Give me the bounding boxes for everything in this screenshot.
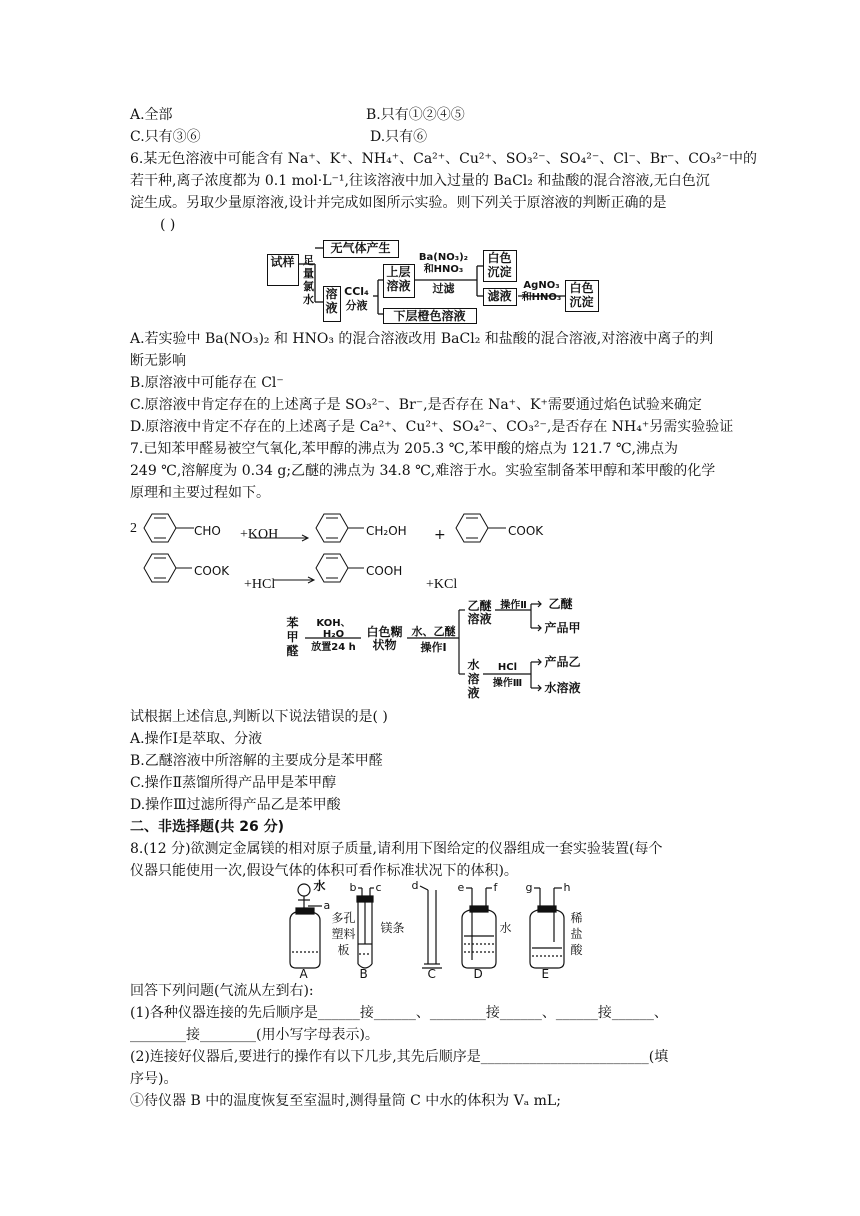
hcl-label: HCl [497, 662, 518, 673]
q7-option-b: B.乙醚溶液中所溶解的主要成分是苯甲醛 [130, 753, 383, 769]
q6-option-d: D.原溶液中肯定不存在的上述离子是 Ca²⁺、Cu²⁺、SO₄²⁻、CO₃²⁻,是否存在 NH₄⁺另需实验验证 [130, 419, 734, 435]
port-e: e [457, 881, 465, 894]
q7-reaction-equations [130, 504, 735, 600]
q8-part2-line1: (2)连接好仪器后,要进行的操作有以下几步,其先后顺序是________________________(填 [130, 1049, 669, 1065]
q8-part1-line2: ________接________(用小写字母表示)。 [130, 1027, 379, 1043]
water-label-d: 水 [499, 921, 512, 935]
q6-option-c: C.原溶液中肯定存在的上述离子是 SO₃²⁻、Br⁻,是否存在 Na⁺、K⁺需要通过焰色试验来确定 [130, 397, 702, 413]
q5-option-b: B.只有①②④⑤ [366, 107, 465, 123]
q8-line2: 仪器只能使用一次,假设气体的体积可看作标准状况下的体积)。 [130, 863, 518, 879]
q8-step1: ①待仪器 B 中的温度恢复至室温时,测得量筒 C 中水的体积为 Vₐ mL; [130, 1093, 561, 1109]
aqueous-solution-label: 水溶液 [544, 681, 581, 695]
white-precipitate-box-2: 白色沉淀 [565, 280, 599, 312]
reagent-ba-label: Ba(NO₃)₂和HNO₃ [418, 252, 469, 275]
hcl-acid-label: 稀盐酸 [570, 911, 583, 957]
q8-intro: 回答下列问题(气流从左到右): [130, 983, 314, 999]
separate-label: 分液 [345, 299, 368, 312]
lower-layer-box: 下层橙色溶液 [383, 308, 477, 324]
label-c: C [427, 967, 436, 981]
port-c: c [375, 881, 382, 894]
q7-ask: 试根据上述信息,判断以下说法错误的是( ) [130, 709, 388, 725]
condition-bottom-label: 放置24 h [311, 642, 356, 653]
eq2-tail: +KCl [426, 577, 458, 592]
eq2-reagent: +HCl [244, 577, 276, 592]
q8-line1: 8.(12 分)欲测定金属镁的相对原子质量,请利用下图给定的仪器组成一套实验装置(每个 [130, 841, 663, 857]
q6-flow-diagram [263, 236, 603, 328]
label-e: E [541, 967, 550, 981]
reagent-ag-label: AgNO₃和HNO₃ [521, 280, 562, 303]
q6-option-b: B.原溶液中可能存在 Cl⁻ [130, 375, 284, 391]
porous-plate-label: 多孔塑料板 [331, 911, 356, 957]
eq2-reactant-group: COOK [194, 564, 230, 578]
op1-bottom-label: 操作Ⅰ [420, 641, 447, 654]
white-paste-label: 白色糊状物 [366, 625, 403, 652]
eq2-product-group: COOH [366, 564, 403, 578]
ether-product-label: 乙醚 [548, 597, 573, 611]
q8-part2-line2: 序号)。 [130, 1071, 178, 1087]
apparatus-drawing [278, 879, 588, 980]
section-heading: 二、非选择题(共 26 分) [130, 819, 285, 835]
eq1-plus: + [434, 527, 446, 543]
condition-top-label: KOH、H₂O [316, 618, 351, 640]
op1-top-label: 水、乙醚 [411, 625, 456, 638]
q6-option-a-line1: A.若实验中 Ba(NO₃)₂ 和 HNO₃ 的混合溶液改用 BaCl₂ 和盐酸的混合溶液,对溶液中离子的判 [130, 331, 714, 347]
q6-stem-line1: 6.某无色溶液中可能含有 Na⁺、K⁺、NH₄⁺、Ca²⁺、Cu²⁺、SO₃²⁻、SO₄²⁻、Cl⁻、Br⁻、CO₃²⁻中的 [130, 151, 758, 167]
eq1-coefficient: 2 [130, 521, 137, 536]
filter-label: 过滤 [432, 282, 455, 295]
label-a: A [299, 967, 308, 981]
port-b: b [349, 881, 357, 894]
q8-apparatus [278, 879, 588, 981]
label-b: B [359, 967, 368, 981]
port-f: f [493, 881, 498, 894]
q6-stem-line2: 若干种,离子浓度都为 0.1 mol·L⁻¹,往该溶液中加入过量的 BaCl₂ 和盐酸的混合溶液,无白色沉 [130, 173, 710, 189]
q7-flow-diagram [283, 597, 583, 706]
eq1-product2-group: COOK [508, 524, 544, 538]
benzaldehyde-label: 苯甲醛 [286, 616, 299, 658]
white-precipitate-box-1: 白色沉淀 [483, 250, 517, 282]
q5-option-d: D.只有⑥ [370, 129, 428, 145]
label-d: D [473, 967, 483, 981]
q7-option-c: C.操作Ⅱ蒸馏所得产品甲是苯甲醇 [130, 775, 337, 791]
ccl4-label: CCl₄ [344, 285, 369, 298]
q8-part1-line1: (1)各种仪器连接的先后顺序是______接______、________接______、______接______、 [130, 1005, 668, 1021]
q7-option-d: D.操作Ⅲ过滤所得产品乙是苯甲酸 [130, 797, 341, 813]
q7-line3: 原理和主要过程如下。 [130, 485, 270, 501]
q5-option-a: A.全部 [130, 107, 173, 123]
port-a: a [323, 899, 331, 912]
op2-label: 操作Ⅱ [500, 600, 527, 611]
eq1-reagent: +KOH [240, 527, 279, 542]
q6-stem-line3: 淀生成。另取少量原溶液,设计并完成如图所示实验。则下列关于原溶液的判断正确的是 [130, 195, 667, 211]
q7-line1: 7.已知苯甲醛易被空气氧化,苯甲醇的沸点为 205.3 ℃,苯甲酸的熔点为 121.7 ℃,沸点为 [130, 441, 678, 457]
mg-ribbon-label: 镁条 [380, 921, 405, 935]
solution-box: 溶液 [323, 286, 341, 322]
no-gas-box: 无气体产生 [323, 240, 399, 258]
q5-options-row2 [130, 126, 735, 148]
port-g: g [525, 881, 533, 894]
product-a-label: 产品甲 [544, 621, 581, 635]
reagent-chlorine-label: 足量氯水 [303, 254, 314, 306]
q6-option-a-line2: 断无影响 [130, 353, 186, 369]
exam-page [130, 104, 758, 1112]
sample-box: 试样 [267, 254, 299, 286]
q5-options-row1 [130, 104, 735, 126]
q7-line2: 249 ℃,溶解度为 0.34 g;乙醚的沸点为 34.8 ℃,难溶于水。实验室制备苯甲醇和苯甲酸的化学 [130, 463, 716, 479]
port-h: h [563, 881, 571, 894]
op3-label: 操作Ⅲ [492, 678, 523, 689]
port-d: d [411, 879, 419, 892]
upper-layer-box: 上层溶液 [383, 264, 415, 298]
water-label-a: 水 [313, 879, 326, 893]
ether-solution-label: 乙醚溶液 [467, 599, 492, 626]
product-b-label: 产品乙 [544, 655, 581, 669]
q7-option-a: A.操作Ⅰ是萃取、分液 [130, 731, 263, 747]
eq1-product1-group: CH₂OH [366, 524, 407, 538]
eq1-reactant-group: CHO [194, 524, 221, 538]
q5-option-c: C.只有③⑥ [130, 129, 201, 145]
aqueous-layer-label: 水溶液 [467, 658, 480, 700]
filtrate-box: 滤液 [483, 288, 517, 306]
q6-answer-bracket: ( ) [160, 217, 176, 233]
